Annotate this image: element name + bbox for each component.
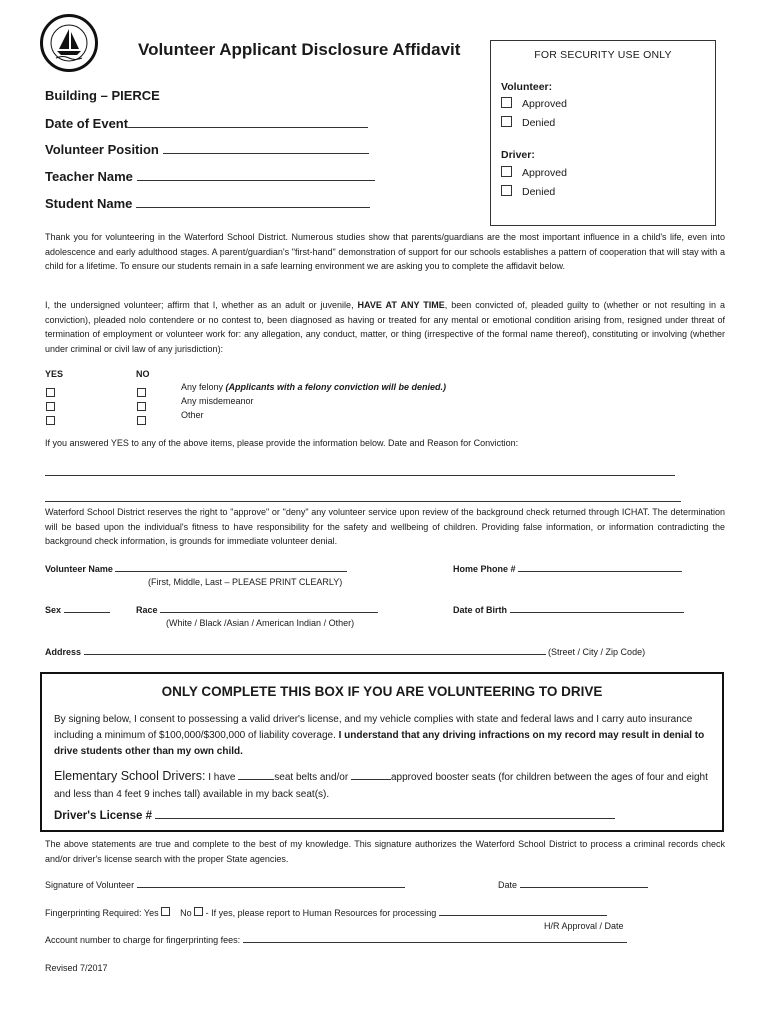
volunteer-position-blank[interactable] (163, 143, 369, 154)
volunteer-position-field[interactable] (45, 142, 369, 157)
driving-box (40, 672, 724, 832)
checkbox-icon[interactable] (137, 416, 146, 425)
dob-blank[interactable] (510, 602, 684, 613)
volunteer-denied-option[interactable] (501, 116, 555, 129)
security-title: FOR SECURITY USE ONLY (534, 49, 672, 61)
checkbox-icon[interactable] (46, 388, 55, 397)
seat-belts-blank[interactable] (238, 769, 274, 780)
security-use-box (490, 40, 716, 226)
consent-bold-text: I understand that any driving infractions on my record may result in denial to drive students other than my own child. (54, 730, 705, 757)
signature-blank[interactable] (137, 877, 405, 888)
volunteer-name-label: Volunteer Name (45, 564, 113, 574)
building-label: Building – PIERCE (45, 88, 160, 103)
signature-label: Signature of Volunteer (45, 880, 135, 890)
dob-field[interactable] (453, 602, 684, 617)
no-header: NO (136, 369, 150, 379)
building-field (45, 88, 160, 103)
account-number-label: Account number to charge for fingerprinting fees: (45, 935, 241, 945)
elementary-i-have: I have (205, 772, 239, 783)
booster-seats-blank[interactable] (351, 769, 391, 780)
dob-label: Date of Birth (453, 605, 507, 615)
home-phone-blank[interactable] (518, 561, 682, 572)
yes-checkbox-other[interactable] (46, 412, 55, 430)
checkbox-icon[interactable] (137, 388, 146, 397)
drivers-license-blank[interactable] (155, 808, 615, 819)
student-name-field[interactable] (45, 196, 370, 211)
signature-date-blank[interactable] (520, 877, 648, 888)
driving-consent (54, 712, 712, 760)
account-number-blank[interactable] (243, 932, 627, 943)
attest-emphasis: HAVE AT ANY TIME (357, 300, 445, 310)
race-blank[interactable] (160, 602, 378, 613)
race-hint: (White / Black /Asian / American Indian / Other) (166, 618, 355, 628)
driving-box-title: ONLY COMPLETE THIS BOX IF YOU ARE VOLUNTEERING TO DRIVE (161, 684, 603, 699)
teacher-name-label: Teacher Name (45, 169, 133, 184)
conviction-prompt: If you answered YES to any of the above items, please provide the information below. Date and Reason for Conviction: (45, 438, 519, 448)
security-volunteer-label: Volunteer: (501, 81, 553, 93)
attest-part2: , been convicted of, pleaded guilty to (whether or not resulting in a conviction), pleaded nolo contendere or no contest to, been diagnosed as having or treated for any mental or emotional condition arising from, resigned under threat of termination of employment or volunteer work for: any allegation, any conduct, matter, or thing (irrespective of the formal name thereof), constituting or involving (whether under criminal or civil law of any jurisdiction): (45, 300, 725, 354)
fingerprinting-no-label: No (180, 908, 192, 918)
drivers-license-field[interactable] (54, 808, 615, 822)
address-label: Address (45, 647, 82, 657)
address-field[interactable] (45, 644, 645, 659)
conviction-line-2[interactable] (45, 501, 681, 502)
signature-date-field[interactable] (498, 877, 648, 892)
seat-belts-text: seat belts and/or (274, 772, 351, 783)
option-label: Denied (522, 117, 556, 129)
date-of-event-blank[interactable] (128, 117, 368, 128)
race-field[interactable] (136, 602, 378, 617)
volunteer-approved-option[interactable] (501, 97, 567, 110)
checkbox-icon[interactable] (501, 185, 512, 196)
sex-field[interactable] (45, 602, 110, 617)
checkbox-icon[interactable] (137, 402, 146, 411)
attestation-paragraph (45, 298, 725, 356)
volunteer-position-label: Volunteer Position (45, 142, 159, 157)
option-label: Denied (522, 186, 556, 198)
account-number-field[interactable] (45, 932, 627, 947)
signature-field[interactable] (45, 877, 405, 892)
date-of-event-label: Date of Event (45, 116, 129, 131)
home-phone-field[interactable] (453, 561, 682, 576)
sex-blank[interactable] (64, 602, 110, 613)
checkbox-icon[interactable] (501, 116, 512, 127)
district-logo (40, 14, 98, 72)
checkbox-icon[interactable] (46, 416, 55, 425)
item-other: Other (181, 410, 204, 420)
option-label: Approved (522, 98, 567, 110)
checkbox-icon[interactable] (501, 97, 512, 108)
volunteer-name-field[interactable] (45, 561, 347, 576)
fingerprinting-field (45, 905, 607, 920)
volunteer-name-hint: (First, Middle, Last – PLEASE PRINT CLEARLY) (148, 577, 343, 587)
item-misdemeanor: Any misdemeanor (181, 396, 254, 406)
address-hint: (Street / City / Zip Code) (548, 647, 646, 657)
elementary-drivers-lead: Elementary School Drivers: (54, 769, 206, 783)
checkbox-icon[interactable] (501, 166, 512, 177)
driver-denied-option[interactable] (501, 185, 555, 198)
teacher-name-blank[interactable] (137, 170, 375, 181)
item-note: (Applicants with a felony conviction will be denied.) (225, 382, 447, 392)
race-label: Race (136, 605, 158, 615)
address-blank[interactable] (84, 644, 546, 655)
fingerprinting-label: Fingerprinting Required: Yes (45, 908, 159, 918)
volunteer-name-blank[interactable] (115, 561, 347, 572)
conviction-line-1[interactable] (45, 475, 675, 476)
fingerprinting-instructions: - If yes, please report to Human Resources for processing (203, 908, 437, 918)
attest-part1: I, the undersigned volunteer; affirm that I, whether as an adult or juvenile, (45, 300, 358, 310)
yes-header: YES (45, 369, 64, 379)
fingerprinting-no-checkbox[interactable] (194, 907, 203, 916)
student-name-label: Student Name (45, 196, 133, 211)
item-label: Any felony (181, 382, 226, 392)
consent-text: By signing below, I consent to possessing a valid driver's license, and my vehicle complies with state and federal laws and I carry auto insurance including a minimum of $100,000/$300,000 of liability coverage. (54, 714, 693, 741)
security-driver-label: Driver: (501, 149, 535, 161)
sex-label: Sex (45, 605, 62, 615)
home-phone-label: Home Phone # (453, 564, 516, 574)
booster-seats-text: approved booster seats (for children between the ages of four and eight and less than 4 feet 9 inches tall) available in my back seat(s). (54, 772, 708, 800)
option-label: Approved (522, 167, 567, 179)
date-of-event-field[interactable] (45, 116, 368, 131)
elementary-drivers (54, 768, 714, 803)
no-checkbox-other[interactable] (137, 412, 146, 430)
hr-approval-label: H/R Approval / Date (544, 921, 624, 931)
driver-approved-option[interactable] (501, 166, 567, 179)
drivers-license-label: Driver's License # (54, 810, 152, 822)
intro-paragraph: Thank you for volunteering in the Waterford School District. Numerous studies show that parents/guardians are the most important influence in a child's life, even into adolescence and early adulthood stages. A parent/guardian's "first-hand" demonstration of support for our schools establishes a pattern of cooperation that will stay with a child for a lifetime. To ensure our students remain in a safe learning environment we are asking you to complete the affidavit below. (45, 232, 725, 271)
signature-date-label: Date (498, 880, 518, 890)
sailboat-icon (43, 17, 95, 69)
disclaimer-paragraph: Waterford School District reserves the right to "approve" or "deny" any volunteer service upon review of the background check returned through ICHAT. The determination will be based upon the individual's fitness to have responsibility for the safety and wellbeing of children. Providing false information, or information contradicting the background check information, is grounds for immediate volunteer denial. (45, 507, 725, 546)
item-felony (181, 381, 446, 395)
document-title: Volunteer Applicant Disclosure Affidavit (138, 40, 461, 59)
fingerprinting-yes-checkbox[interactable] (161, 907, 170, 916)
hr-processing-blank[interactable] (439, 905, 607, 916)
revised-date: Revised 7/2017 (45, 963, 108, 973)
student-name-blank[interactable] (136, 197, 370, 208)
signature-note: The above statements are true and complete to the best of my knowledge. This signature authorizes the Waterford School District to process a criminal records check and/or driver's license search with the proper State agencies. (45, 839, 725, 864)
teacher-name-field[interactable] (45, 169, 375, 184)
checkbox-icon[interactable] (46, 402, 55, 411)
